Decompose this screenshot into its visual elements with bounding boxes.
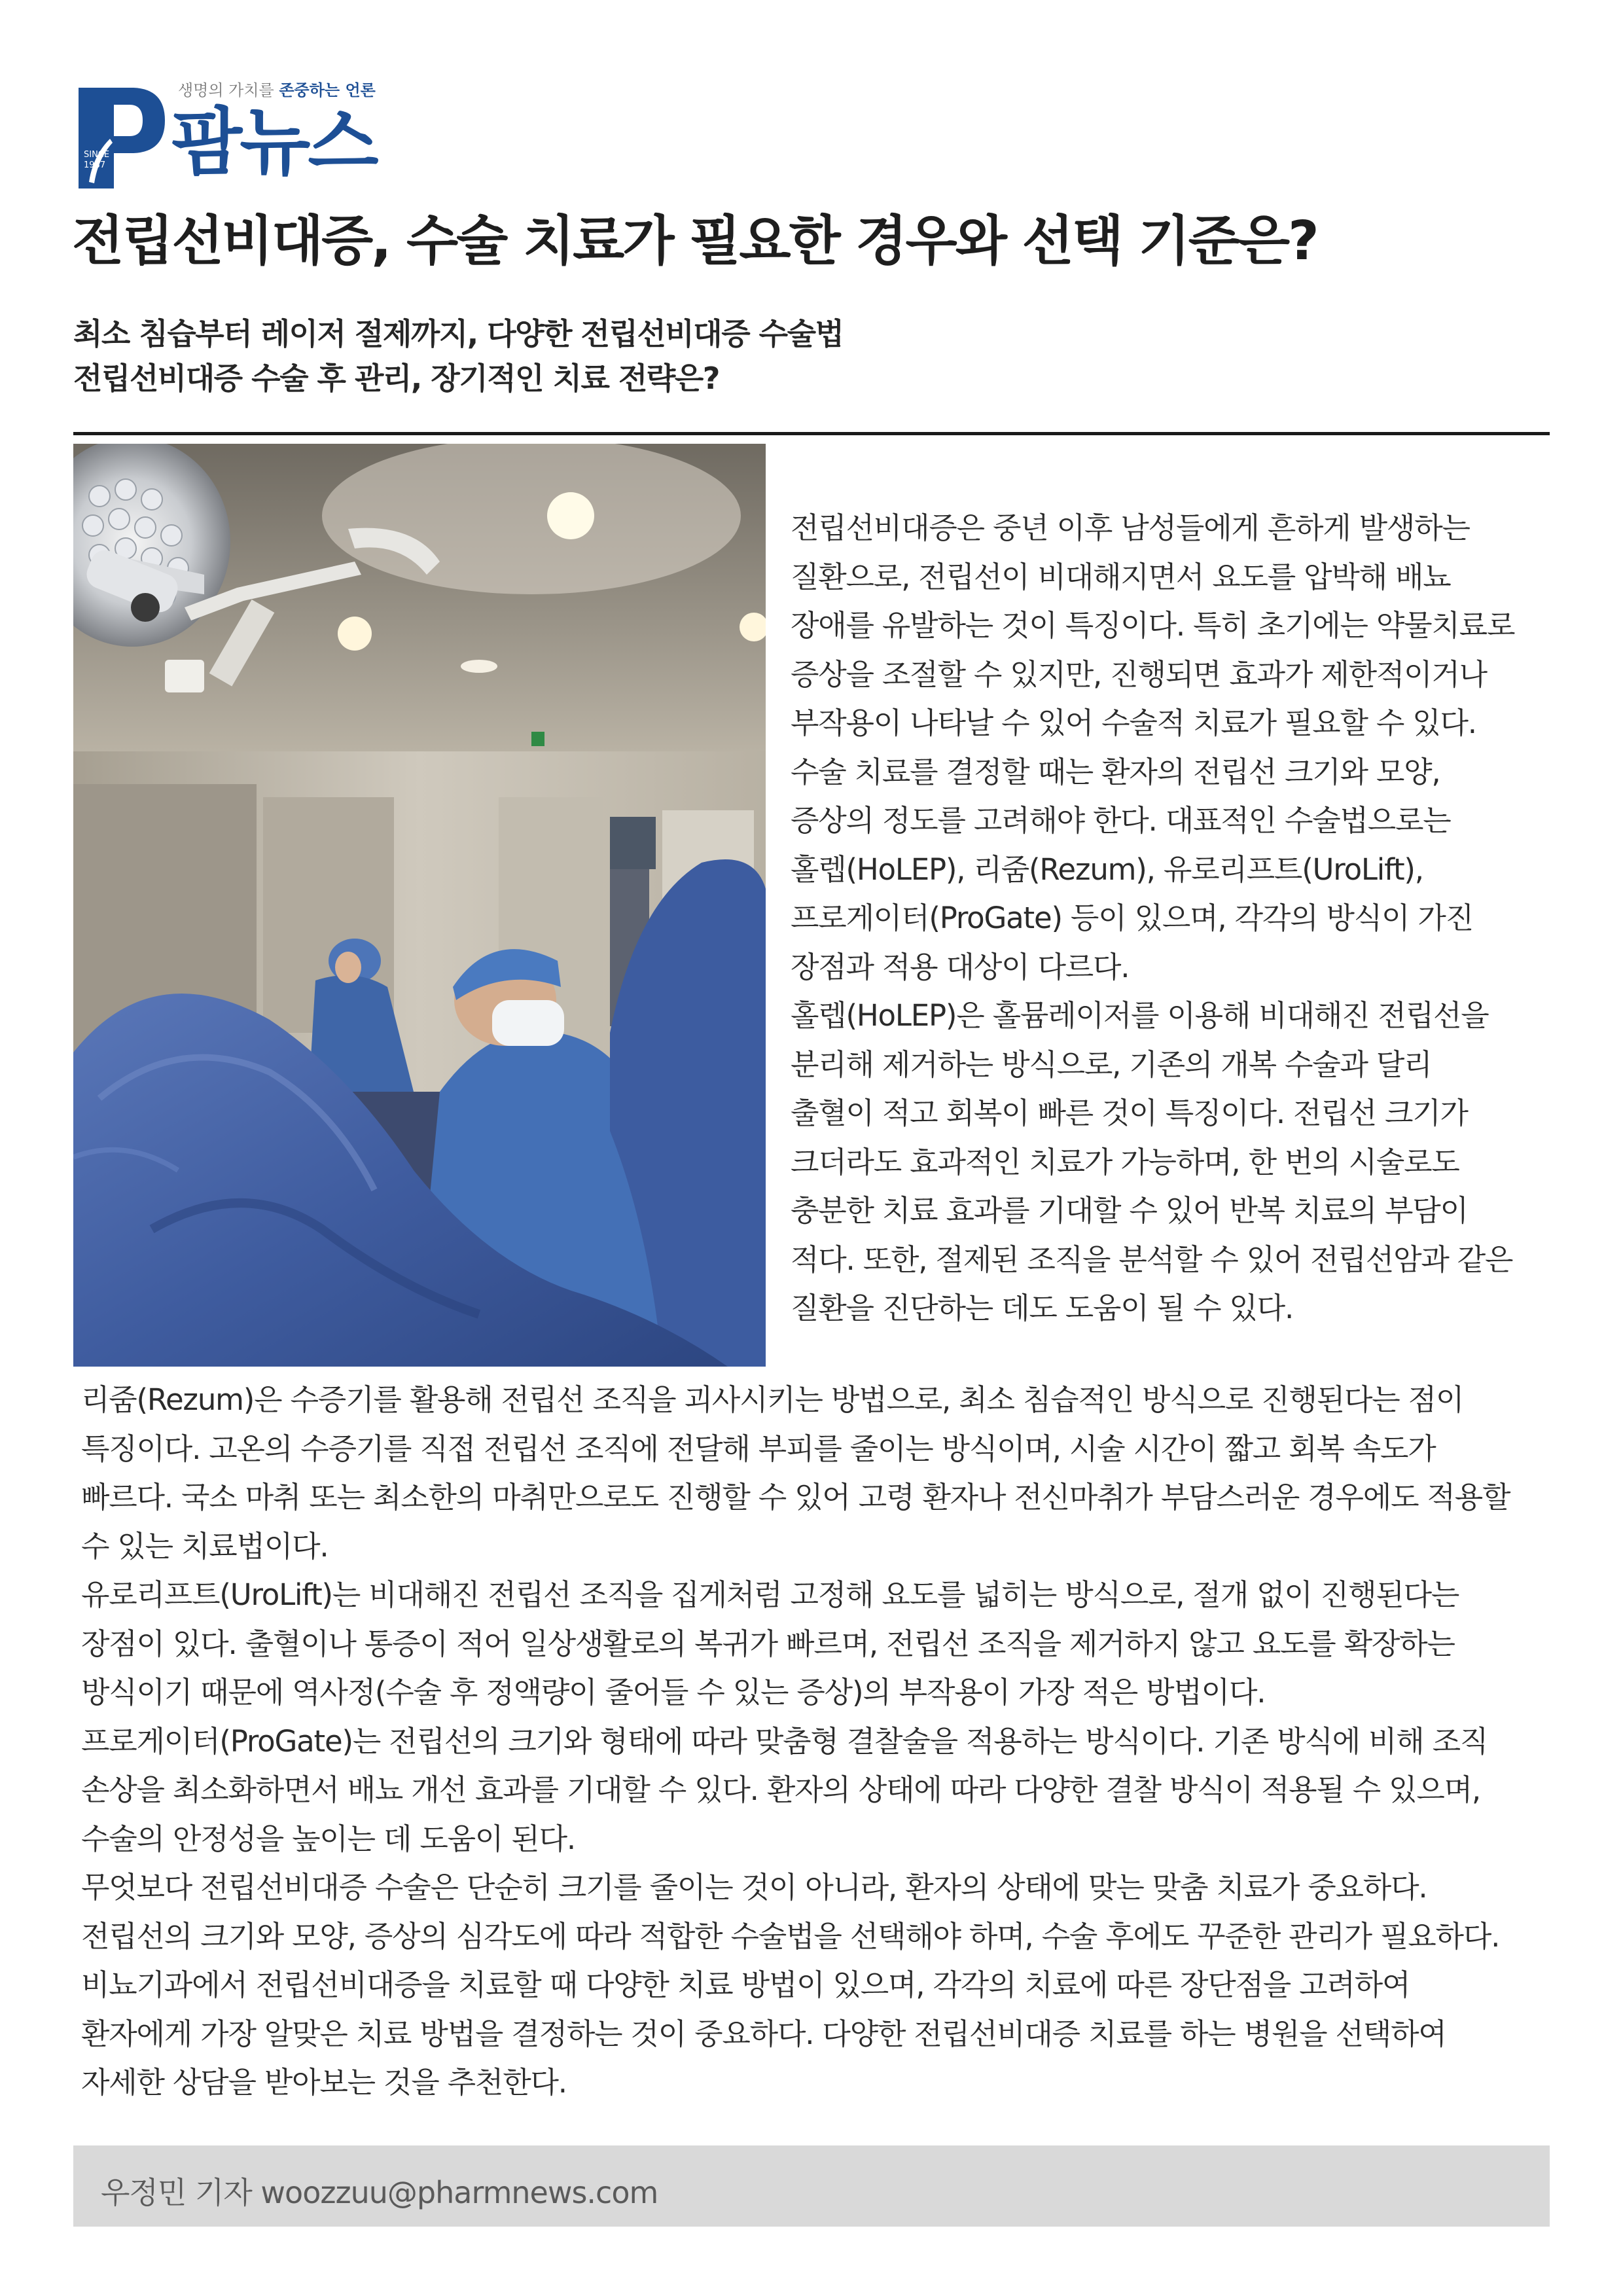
logo-name: 팜뉴스 bbox=[171, 100, 376, 185]
body-line: 증상의 정도를 고려해야 한다. 대표적인 수술법으로는 bbox=[791, 803, 1451, 838]
body-line: 리줌(Rezum)은 수증기를 활용해 전립선 조직을 괴사시키는 방법으로, 최소 침습적인 방식으로 진행된다는 점이 bbox=[81, 1382, 1464, 1417]
body-line: 수술의 안정성을 높이는 데 도움이 된다. bbox=[81, 1821, 575, 1856]
body-line: 적다. 또한, 절제된 조직을 분석할 수 있어 전립선암과 같은 bbox=[791, 1242, 1513, 1277]
body-line: 부작용이 나타날 수 있어 수술적 치료가 필요할 수 있다. bbox=[791, 706, 1476, 740]
body-line: 홀렙(HoLEP)은 홀뮴레이저를 이용해 비대해진 전립선을 bbox=[791, 998, 1489, 1033]
body-line: 질환을 진단하는 데도 도움이 될 수 있다. bbox=[791, 1291, 1294, 1325]
pharmnews-logo[interactable] bbox=[73, 77, 414, 194]
article-body-full bbox=[81, 1376, 1547, 2108]
body-line: 전립선의 크기와 모양, 증상의 심각도에 따라 적합한 수술법을 선택해야 하며, 수술 후에도 꾸준한 관리가 필요하다. bbox=[81, 1918, 1500, 1954]
headline-divider bbox=[73, 432, 1550, 435]
body-line: 환자에게 가장 알맞은 치료 방법을 결정하는 것이 중요하다. 다양한 전립선비대증 치료를 하는 병원을 선택하여 bbox=[81, 2016, 1446, 2051]
operating-room-image bbox=[73, 444, 766, 1367]
logo-since-year: 1987 bbox=[84, 160, 106, 170]
body-line: 전립선비대증은 중년 이후 남성들에게 흔하게 발생하는 bbox=[791, 511, 1470, 545]
article-headline: 전립선비대증, 수술 치료가 필요한 경우와 선택 기준은? bbox=[72, 210, 1317, 272]
logo-tagline bbox=[178, 77, 376, 100]
body-line: 크더라도 효과적인 치료가 가능하며, 한 번의 시술로도 bbox=[791, 1144, 1459, 1179]
body-line: 유로리프트(UroLift)는 비대해진 전립선 조직을 집게처럼 고정해 요도를 넓히는 방식으로, 절개 없이 진행된다는 bbox=[81, 1577, 1459, 1612]
body-line: 특징이다. 고온의 수증기를 직접 전립선 조직에 전달해 부피를 줄이는 방식이며, 시술 시간이 짧고 회복 속도가 bbox=[81, 1431, 1436, 1466]
body-line: 방식이기 때문에 역사정(수술 후 정액량이 줄어들 수 있는 증상)의 부작용이 가장 적은 방법이다. bbox=[81, 1675, 1266, 1710]
body-line: 출혈이 적고 회복이 빠른 것이 특징이다. 전립선 크기가 bbox=[791, 1096, 1468, 1130]
body-line: 장점과 적용 대상이 다르다. bbox=[791, 949, 1130, 984]
body-line: 충분한 치료 효과를 기대할 수 있어 반복 치료의 부담이 bbox=[791, 1193, 1468, 1228]
body-line: 프로게이터(ProGate) 등이 있으며, 각각의 방식이 가진 bbox=[791, 901, 1473, 935]
body-line: 홀렙(HoLEP), 리줌(Rezum), 유로리프트(UroLift), bbox=[791, 852, 1423, 887]
logo-p-mark bbox=[73, 84, 171, 192]
article-body-side bbox=[791, 504, 1537, 1333]
body-line: 장점이 있다. 출혈이나 통증이 적어 일상생활로의 복귀가 빠르며, 전립선 조직을 제거하지 않고 요도를 확장하는 bbox=[81, 1626, 1455, 1661]
logo-tagline-prefix: 생명의 가치를 bbox=[178, 81, 279, 99]
body-line: 수술 치료를 결정할 때는 환자의 전립선 크기와 모양, bbox=[791, 754, 1440, 789]
body-line: 질환으로, 전립선이 비대해지면서 요도를 압박해 배뇨 bbox=[791, 559, 1451, 594]
body-line: 수 있는 치료법이다. bbox=[81, 1528, 329, 1564]
body-line: 증상을 조절할 수 있지만, 진행되면 효과가 제한적이거나 bbox=[791, 656, 1487, 692]
byline-text[interactable]: 우정민 기자 woozzuu@pharmnews.com bbox=[101, 2175, 658, 2210]
body-line: 장애를 유발하는 것이 특징이다. 특히 초기에는 약물치료로 bbox=[791, 608, 1515, 643]
body-line: 손상을 최소화하면서 배뇨 개선 효과를 기대할 수 있다. 환자의 상태에 따라 다양한 결찰 방식이 적용될 수 있으며, bbox=[81, 1772, 1481, 1807]
logo-tagline-emphasis: 존중하는 언론 bbox=[279, 81, 376, 99]
article-photo bbox=[73, 444, 766, 1367]
subheadline: 전립선비대증 수술 후 관리, 장기적인 치료 전략은? bbox=[73, 361, 719, 396]
byline-box bbox=[73, 2145, 1550, 2227]
body-line: 프로게이터(ProGate)는 전립선의 크기와 형태에 따라 맞춤형 결찰술을 적용하는 방식이다. 기존 방식에 비해 조직 bbox=[81, 1723, 1488, 1759]
body-line: 무엇보다 전립선비대증 수술은 단순히 크기를 줄이는 것이 아니라, 환자의 상태에 맞는 맞춤 치료가 중요하다. bbox=[81, 1870, 1427, 1905]
body-line: 자세한 상담을 받아보는 것을 추천한다. bbox=[81, 2065, 567, 2100]
logo-since-label: SINCE bbox=[84, 150, 110, 160]
body-line: 비뇨기과에서 전립선비대증을 치료할 때 다양한 치료 방법이 있으며, 각각의 치료에 따른 장단점을 고려하여 bbox=[81, 1967, 1410, 2002]
body-line: 분리해 제거하는 방식으로, 기존의 개복 수술과 달리 bbox=[791, 1047, 1432, 1082]
article-subheadlines bbox=[73, 312, 843, 401]
body-line: 빠르다. 국소 마취 또는 최소한의 마취만으로도 진행할 수 있어 고령 환자나 전신마취가 부담스러운 경우에도 적용할 bbox=[81, 1480, 1510, 1515]
subheadline: 최소 침습부터 레이저 절제까지, 다양한 전립선비대증 수술법 bbox=[73, 316, 844, 351]
